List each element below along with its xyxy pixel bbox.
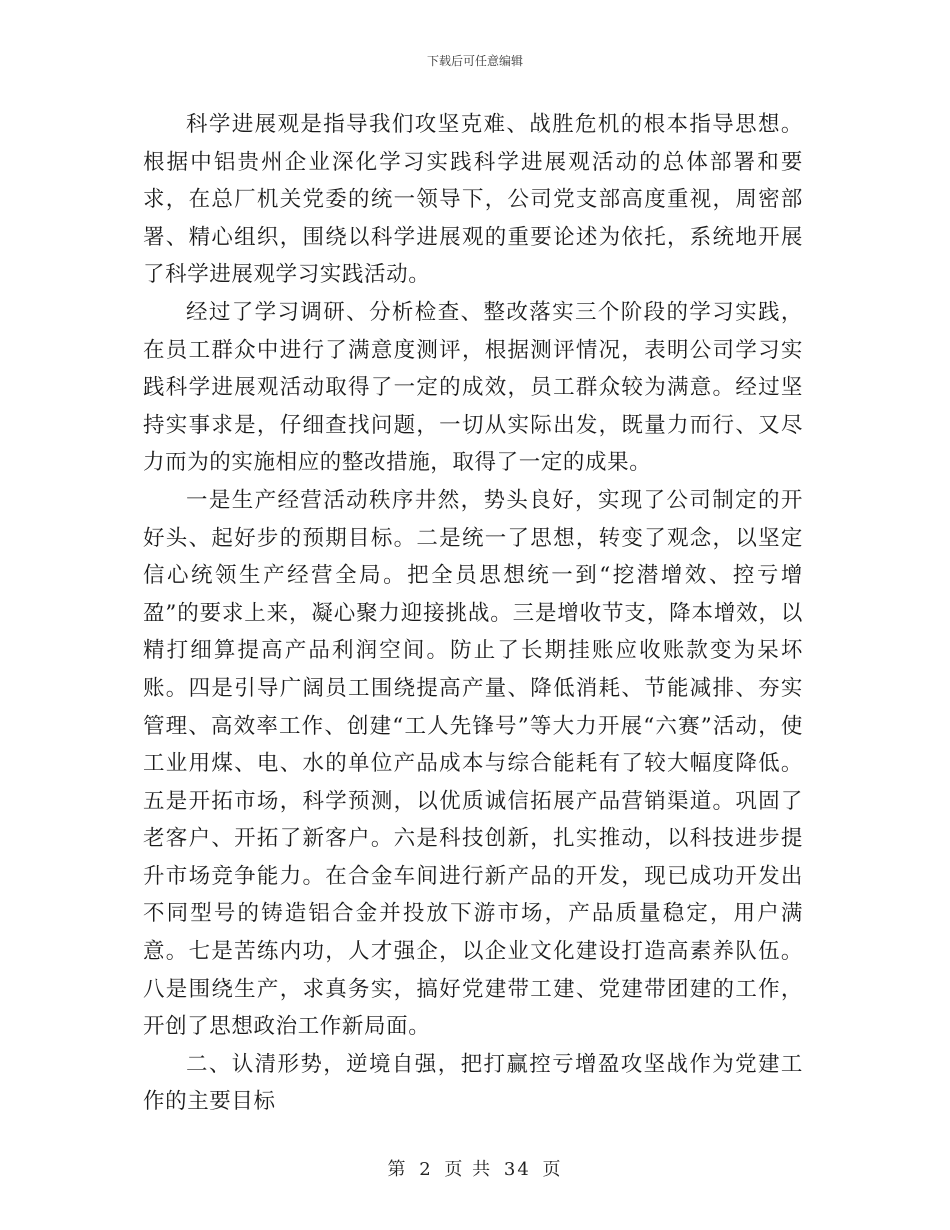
page-number: 2 bbox=[419, 1159, 433, 1180]
section-heading-two: 二、认清形势，逆境自强，把打赢控亏增盈攻坚战作为党建工作的主要目标 bbox=[143, 1051, 803, 1115]
paragraph-evaluation: 经过了学习调研、分析检查、整改落实三个阶段的学习实践，在员工群众中进行了满意度测评，根据测评情况，表明公司学习实践科学进展观活动取得了一定的成效，员工群众较为满意。经过坚持实事求是，仔细查找问题，一切从实际出发，既量力而行、又尽力而为的实施相应的整改措施，取得了一定的成果。 bbox=[143, 299, 803, 476]
footer-prefix: 第 bbox=[387, 1159, 408, 1180]
document-body bbox=[143, 106, 803, 1121]
page-header: 下载后可任意编辑 bbox=[426, 54, 523, 68]
footer-mid: 页 共 bbox=[444, 1159, 493, 1180]
page-total: 34 bbox=[503, 1159, 531, 1180]
paragraph-intro: 科学进展观是指导我们攻坚克难、战胜危机的根本指导思想。根据中铝贵州企业深化学习实践科学进展观活动的总体部署和要求，在总厂机关党委的统一领导下，公司党支部高度重视，周密部署、精心组织，围绕以科学进展观的重要论述为依托，系统地开展了科学进展观学习实践活动。 bbox=[143, 112, 803, 288]
page-footer bbox=[0, 1155, 950, 1181]
footer-suffix: 页 bbox=[542, 1159, 563, 1180]
paragraph-achievements: 一是生产经营活动秩序井然，势头良好，实现了公司制定的开好头、起好步的预期目标。二是统一了思想，转变了观念，以坚定信心统领生产经营全局。把全员思想统一到“挖潜增效、控亏增盈”的要求上来，凝心聚力迎接挑战。三是增收节支，降本增效，以精打细算提高产品利润空间。防止了长期挂账应收账款变为呆坏账。四是引导广阔员工围绕提高产量、降低消耗、节能减排、夯实管理、高效率工作、创建“工人先锋号”等大力开展“六赛”活动，使工业用煤、电、水的单位产品成本与综合能耗有了较大幅度降低。五是开拓市场，科学预测，以优质诚信拓展产品营销渠道。巩固了老客户、开拓了新客户。六是科技创新，扎实推动，以科技进步提升市场竞争能力。在合金车间进行新产品的开发，现已成功开发出不同型号的铸造铝合金并投放下游市场，产品质量稳定，用户满意。七是苦练内功，人才强企，以企业文化建设打造高素养队伍。八是围绕生产，求真务实，搞好党建带工建、党建带团建的工作，开创了思想政治工作新局面。 bbox=[143, 487, 803, 1040]
